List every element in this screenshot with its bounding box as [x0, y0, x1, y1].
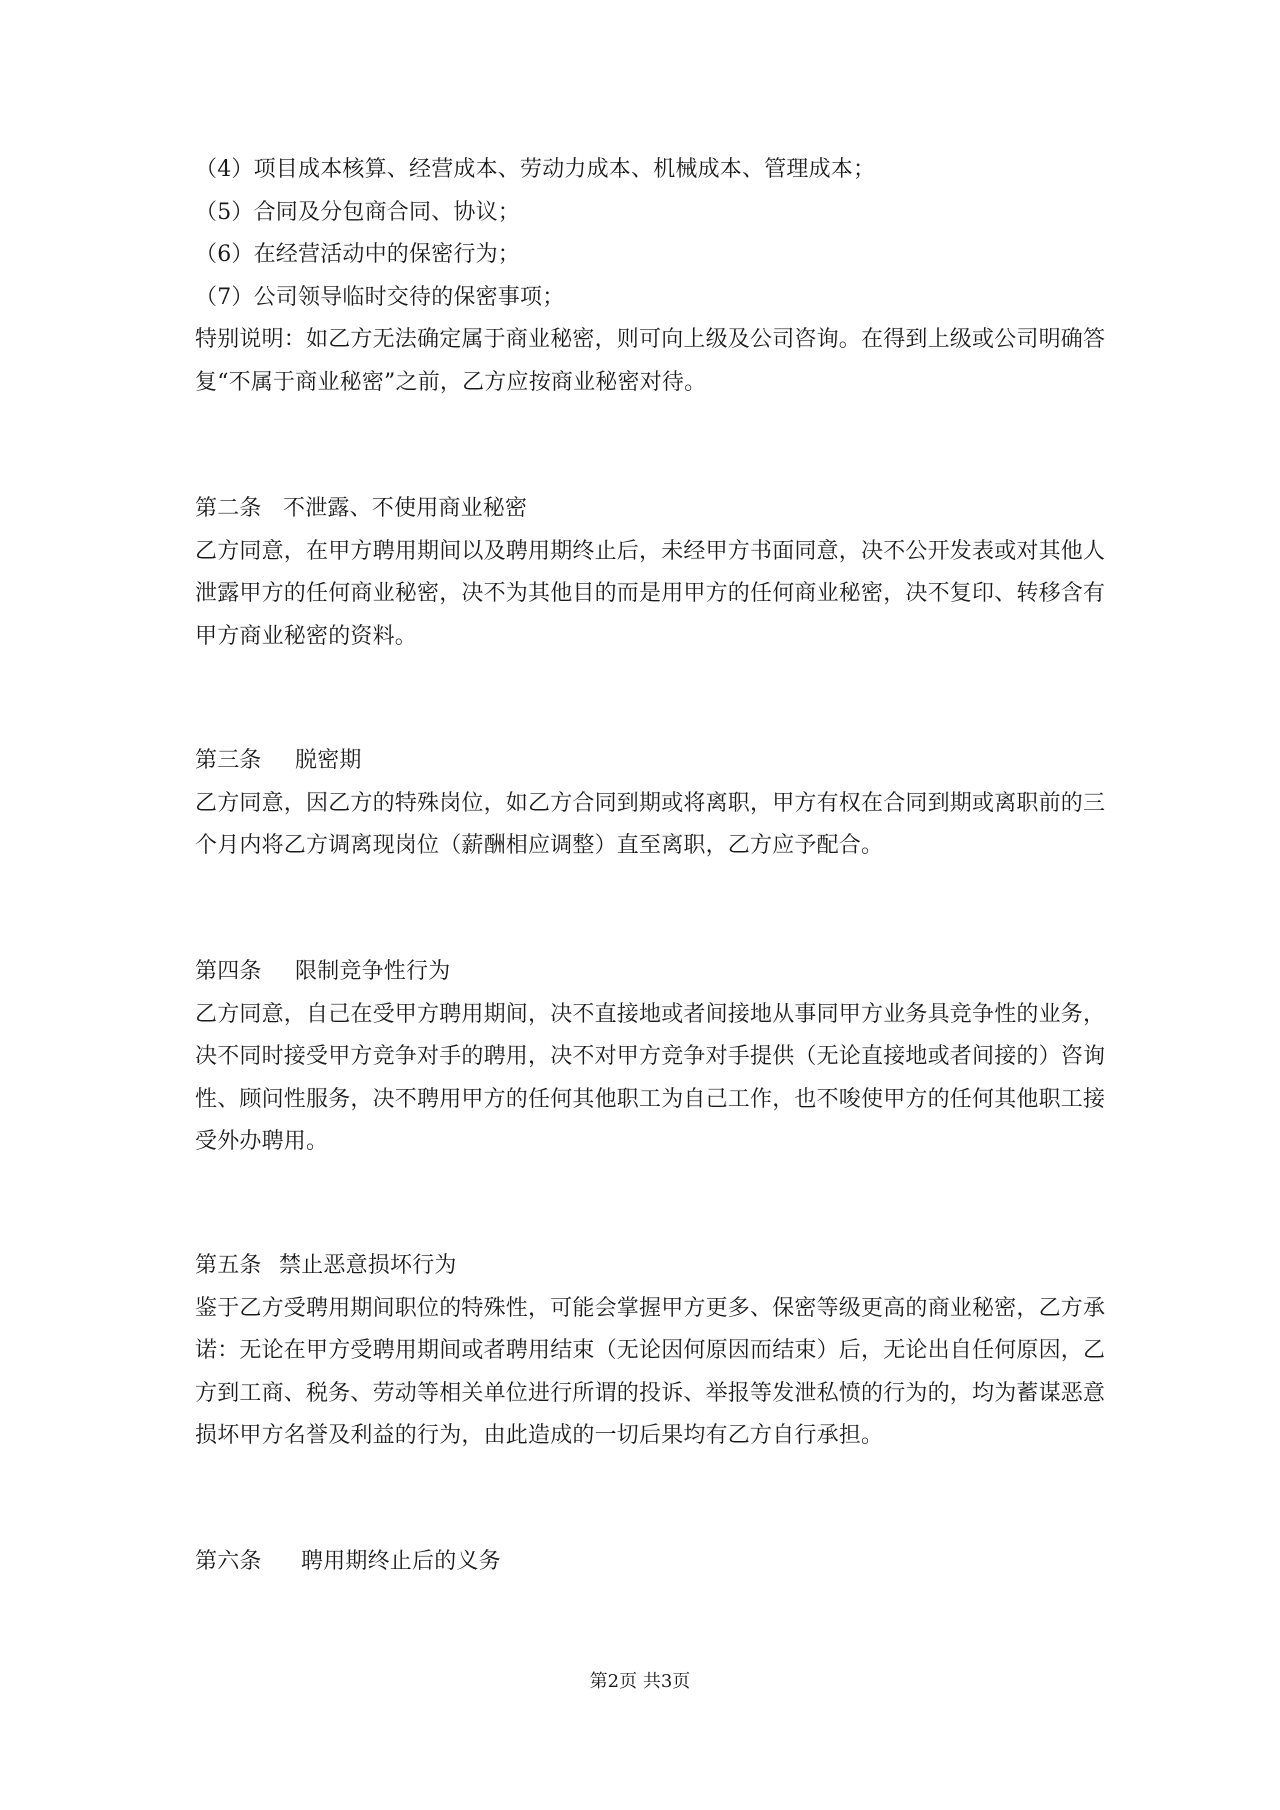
paragraph-line: 受外办聘用。: [195, 1129, 329, 1154]
article-number: 第四条: [195, 959, 262, 984]
list-item: （7）公司领导临时交待的保密事项；: [195, 284, 565, 310]
list-item: （6）在经营活动中的保密行为；: [195, 242, 520, 267]
paragraph-line: 诺：无论在甲方受聘用期间或者聘用结束（无论因何原因而结束）后，无论出自任何原因，乙: [195, 1338, 1106, 1363]
paragraph-line: 甲方商业秘密的资料。: [195, 623, 418, 649]
list-item: （4）项目成本核算、经营成本、劳动力成本、机械成本、管理成本；: [195, 157, 876, 182]
paragraph-line: 损坏甲方名誉及利益的行为，由此造成的一切后果均有乙方自行承担。: [195, 1423, 884, 1448]
paragraph-line: 乙方同意，在甲方聘用期间以及聘用期终止后，未经甲方书面同意，决不公开发表或对其他人: [195, 538, 1106, 564]
article-2: [195, 488, 1106, 658]
article-5: [195, 1245, 1106, 1458]
article-number: 第五条: [195, 1253, 262, 1278]
article-heading: [195, 740, 1087, 783]
article-heading: [195, 1245, 1087, 1288]
article-title: 禁止恶意损坏行为: [279, 1253, 457, 1278]
list-item: （5）合同及分包商合同、协议；: [195, 199, 520, 225]
special-note-line: 复“不属于商业秘密”之前，乙方应按商业秘密对待。: [195, 369, 707, 395]
article-heading: [195, 951, 1087, 994]
article-number: 第三条: [195, 748, 262, 773]
paragraph-line: 方到工商、税务、劳动等相关单位进行所谓的投诉、举报等发泄私愤的行为的，均为蓄谋恶意: [195, 1380, 1106, 1406]
article-number: 第二条: [195, 496, 262, 521]
article-title: 限制竞争性行为: [295, 959, 451, 984]
article-heading: [195, 488, 1087, 531]
article-4: [195, 951, 1106, 1164]
article-6: [195, 1541, 1087, 1584]
paragraph-line: 性、顾问性服务，决不聘用甲方的任何其他职工为自己工作，也不唆使甲方的任何其他职工接: [195, 1086, 1106, 1112]
paragraph-line: 泄露甲方的任何商业秘密，决不为其他目的而是用甲方的任何商业秘密，决不复印、转移含有: [195, 581, 1106, 606]
article-title: 脱密期: [295, 748, 362, 773]
paragraph-line: 乙方同意，自己在受甲方聘用期间，决不直接地或者间接地从事同甲方业务具竞争性的业务，: [195, 1001, 1106, 1027]
article-heading: [195, 1541, 1087, 1584]
article-number: 第六条: [195, 1549, 262, 1574]
paragraph-line: 乙方同意，因乙方的特殊岗位，如乙方合同到期或将离职，甲方有权在合同到期或离职前的三: [195, 790, 1106, 816]
article-title: 聘用期终止后的义务: [301, 1549, 501, 1574]
list-items: [195, 149, 1106, 404]
page-number-footer: 第2页 共3页: [589, 1671, 691, 1692]
paragraph-line: 决不同时接受甲方竞争对手的聘用，决不对甲方竞争对手提供（无论直接地或者间接的）咨询: [195, 1044, 1106, 1069]
article-title: 不泄露、不使用商业秘密: [283, 496, 528, 521]
paragraph-line: 鉴于乙方受聘用期间职位的特殊性，可能会掌握甲方更多、保密等级更高的商业秘密，乙方承: [195, 1295, 1106, 1321]
special-note-line: 特别说明：如乙方无法确定属于商业秘密，则可向上级及公司咨询。在得到上级或公司明确答: [195, 327, 1106, 352]
article-3: [195, 740, 1106, 868]
paragraph-line: 个月内将乙方调离现岗位（薪酬相应调整）直至离职，乙方应予配合。: [195, 833, 884, 858]
